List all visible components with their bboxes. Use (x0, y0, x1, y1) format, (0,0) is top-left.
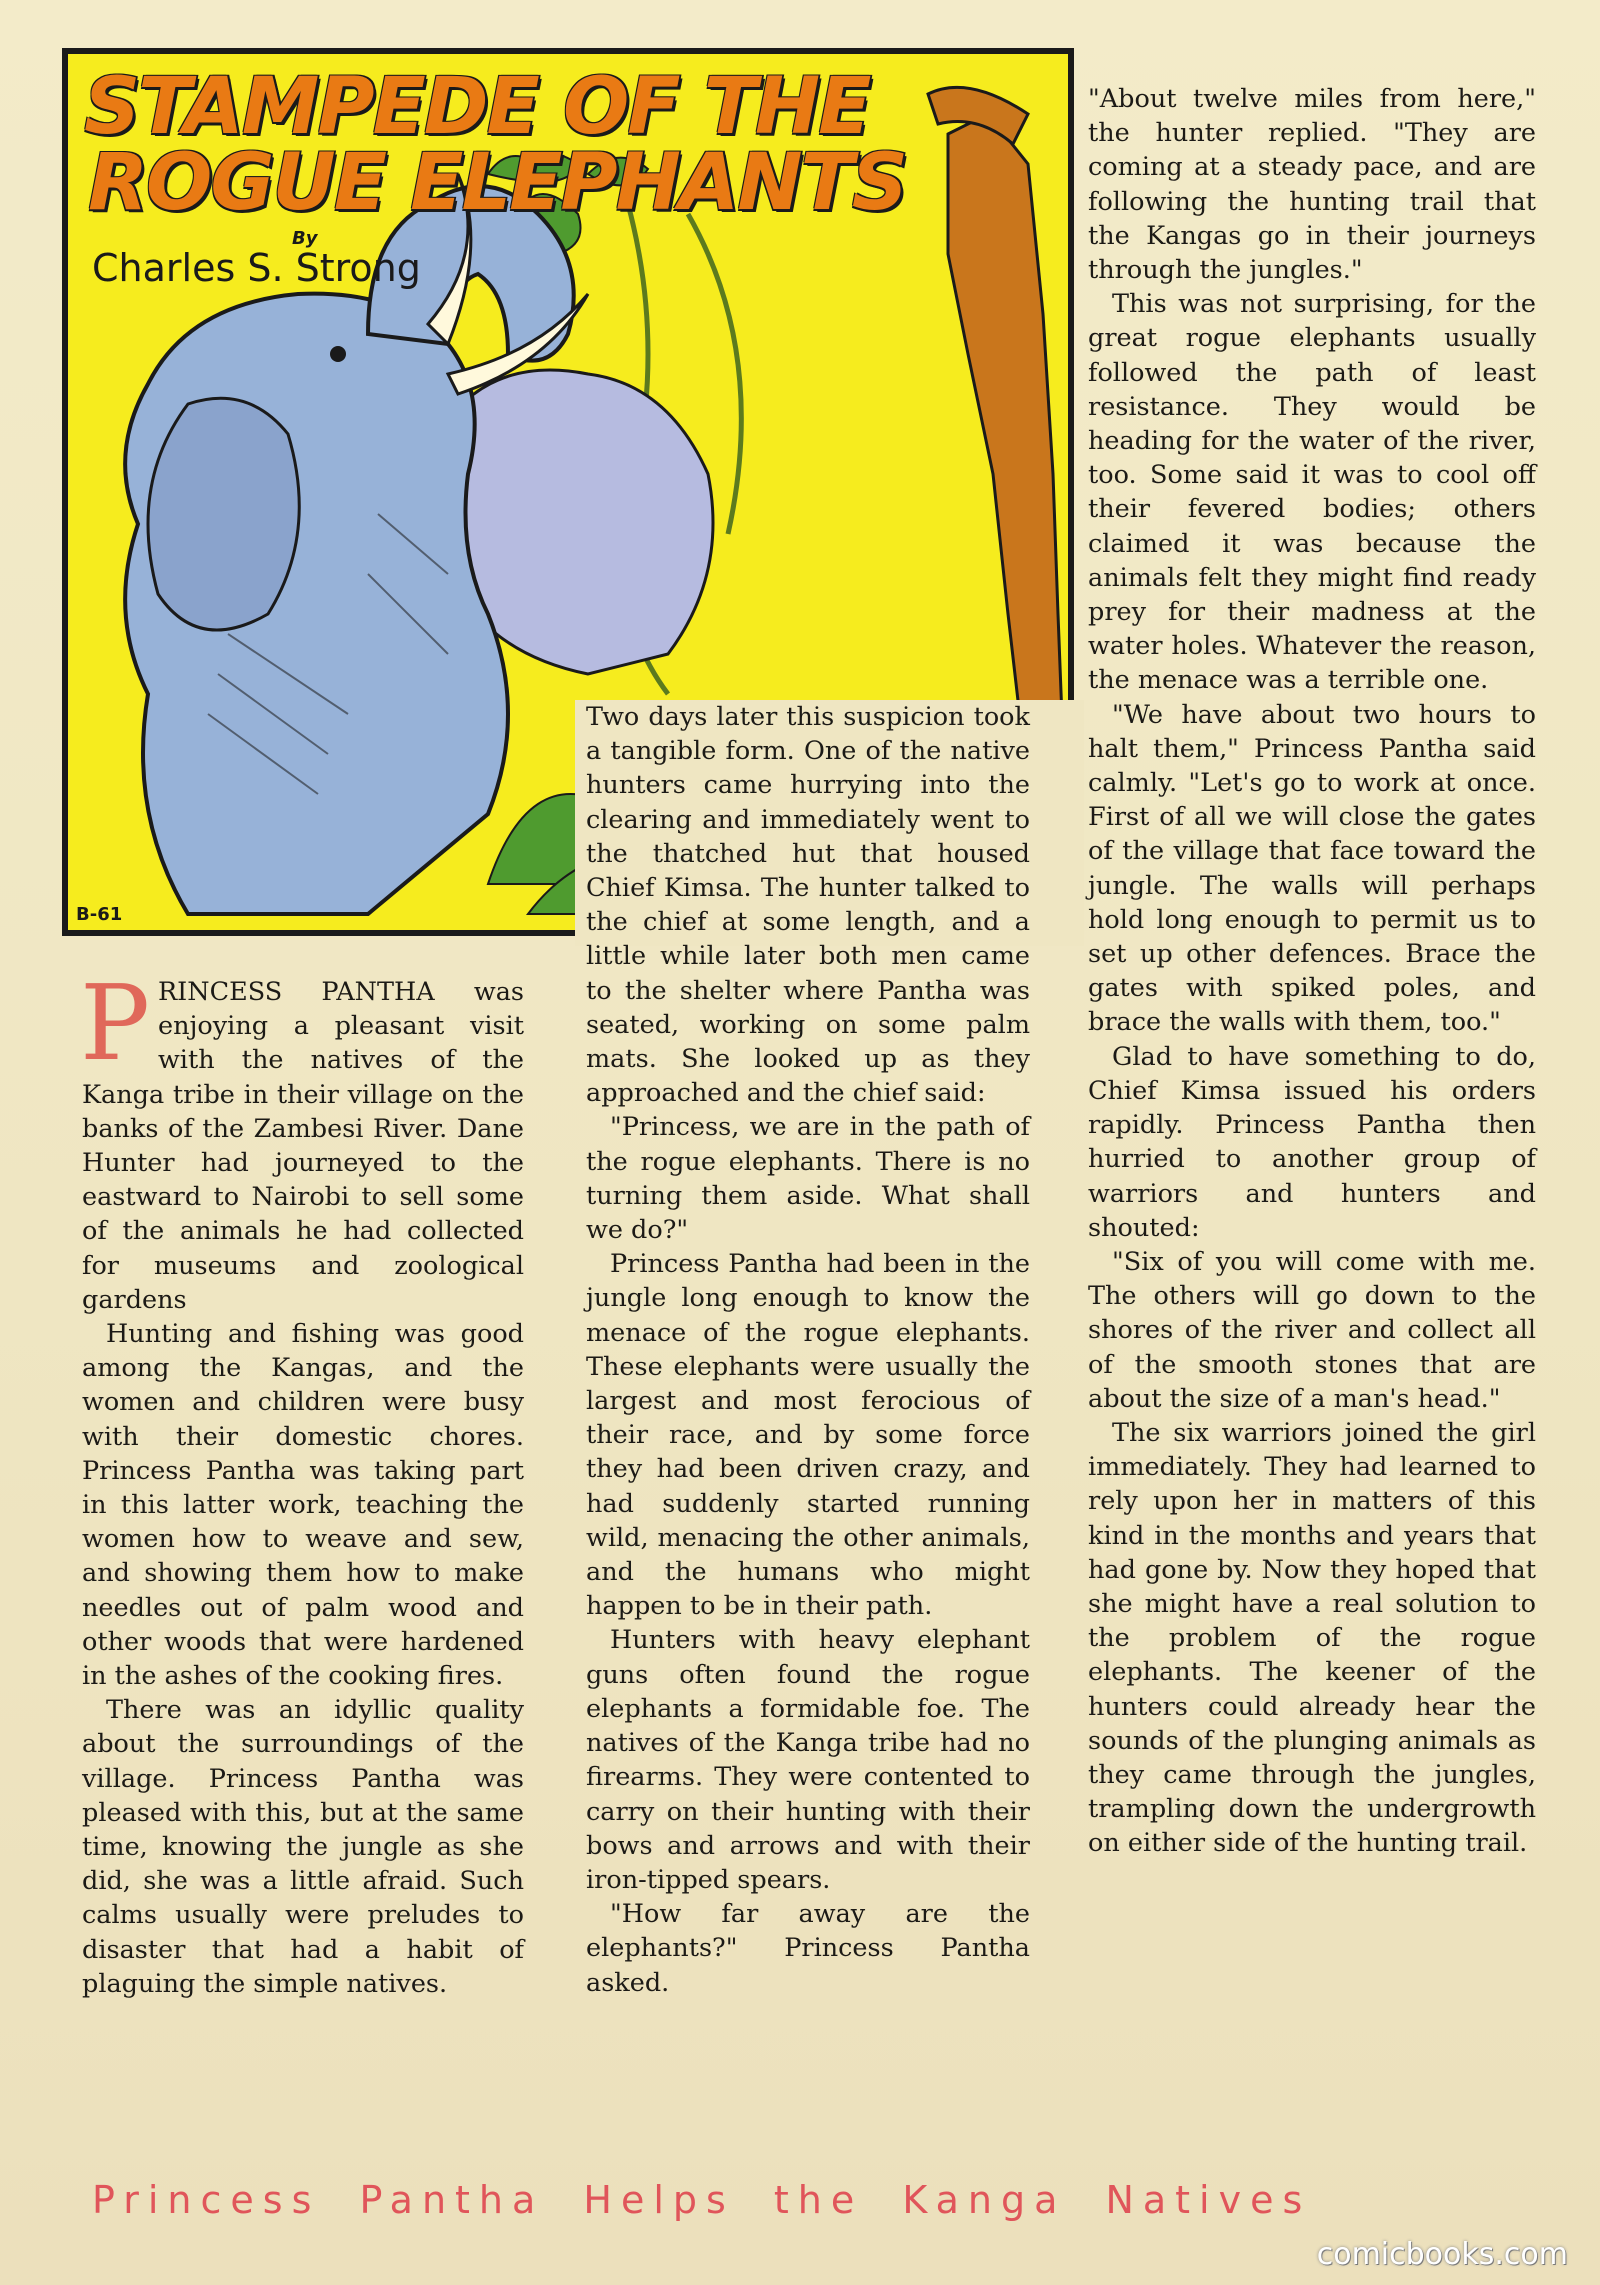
paragraph: "About twelve miles from here," the hunter replied. "They are coming at a steady pace, and are following the hunting trail that the Kangas go in their journeys through the jungles." (1088, 84, 1536, 286)
byline-by: By (292, 228, 318, 249)
paragraph: "We have about two hours to halt them," Princess Pantha said calmly. "Let's go to work at once. First of all we will close the gates of the village that face toward the jungle. The walls will perhaps hold long enough to permit us to set up other defences. Brace the gates with spiked poles, and brace the walls with them, too." (1088, 699, 1536, 1038)
paragraph-text: RINCESS PANTHA was enjoying a pleasant visit with the natives of the Kanga tribe in their village on the banks of the Zambesi River. Dane Hunter had journeyed to the eastward to Nairobi to sell some of the animals he had collected for museums and zoological gardens (82, 977, 524, 1315)
story-title-line-2: ROGUE ELEPHANTS (88, 138, 906, 228)
paragraph: Two days later this suspicion took a tangible form. One of the native hunters came hurrying into the clearing and immediately went to the thatched hut that housed Chief Kimsa. The hunter talked to the chief at some length, and a little while later both men came to the shelter where Pantha was seated, working on some palm mats. She looked up as they approached and the chief said: (586, 702, 1030, 1109)
paragraph: The six warriors joined the girl immediately. They had learned to rely upon her in matters of this kind in the months and years that had gone by. Now they hoped that she might have a real solution to the problem of the rogue elephants. The keener of the hunters could already hear the sounds of the plunging animals as they came through the jungles, trampling down the undergrowth on either side of the hunting trail. (1088, 1417, 1536, 1859)
column-3 (1088, 82, 1536, 1861)
paragraph: Hunting and fishing was good among the Kangas, and the women and children were busy with their domestic chores. Princess Pantha was taking part in this latter work, teaching the women how to weave and sew, and showing them how to make needles out of palm wood and other woods that were hardened in the ashes of the cooking fires. (82, 1319, 524, 1692)
paragraph: Princess Pantha had been in the jungle long enough to know the menace of the rogue elephants. These elephants were usually the largest and most ferocious of their race, and by some force they had been driven crazy, and had suddenly started running wild, menacing the other animals, and the humans who might happen to be in their path. (586, 1249, 1030, 1622)
byline-author: Charles S. Strong (92, 246, 421, 290)
paragraph: Glad to have something to do, Chief Kimsa issued his orders rapidly. Princess Pantha then hurried to another group of warriors and hunters and shouted: (1088, 1041, 1536, 1243)
footer-banner: Princess Pantha Helps the Kanga Natives (92, 2178, 1312, 2222)
paragraph: This was not surprising, for the great rogue elephants usually followed the path of least resistance. They would be heading for the water of the river, too. Some said it was to cool off their fevered bodies; others claimed it was because the animals felt they might find ready prey for their madness at the water holes. Whatever the reason, the menace was a terrible one. (1088, 289, 1536, 696)
paragraph: There was an idyllic quality about the surroundings of the village. Princess Pantha was pleased with this, but at the same time, knowing the jungle as she did, she was a little afraid. Such calms usually were preludes to disaster that had a habit of plaguing the simple natives. (82, 1695, 524, 1999)
paragraph: "How far away are the elephants?" Princess Pantha asked. (586, 1899, 1030, 1998)
column-1 (80, 962, 524, 2001)
drop-cap: P (80, 962, 150, 1084)
artist-signature: B-61 (76, 904, 123, 925)
paragraph: Hunters with heavy elephant guns often found the rogue elephants a formidable foe. The natives of the Kanga tribe had no firearms. They were contented to carry on their hunting with their bows and arrows and with their iron-tipped spears. (586, 1625, 1030, 1895)
paragraph: "Princess, we are in the path of the rogue elephants. There is no turning them aside. What shall we do?" (586, 1112, 1030, 1246)
paragraph (80, 962, 524, 1317)
watermark: comicbooks.com (1316, 2237, 1568, 2272)
story-title-line-1: STAMPEDE OF THE (84, 62, 870, 152)
paragraph: "Six of you will come with me. The others will go down to the shores of the river and collect all of the smooth stones that are about the size of a man's head." (1088, 1246, 1536, 1414)
column-2 (586, 700, 1030, 2000)
